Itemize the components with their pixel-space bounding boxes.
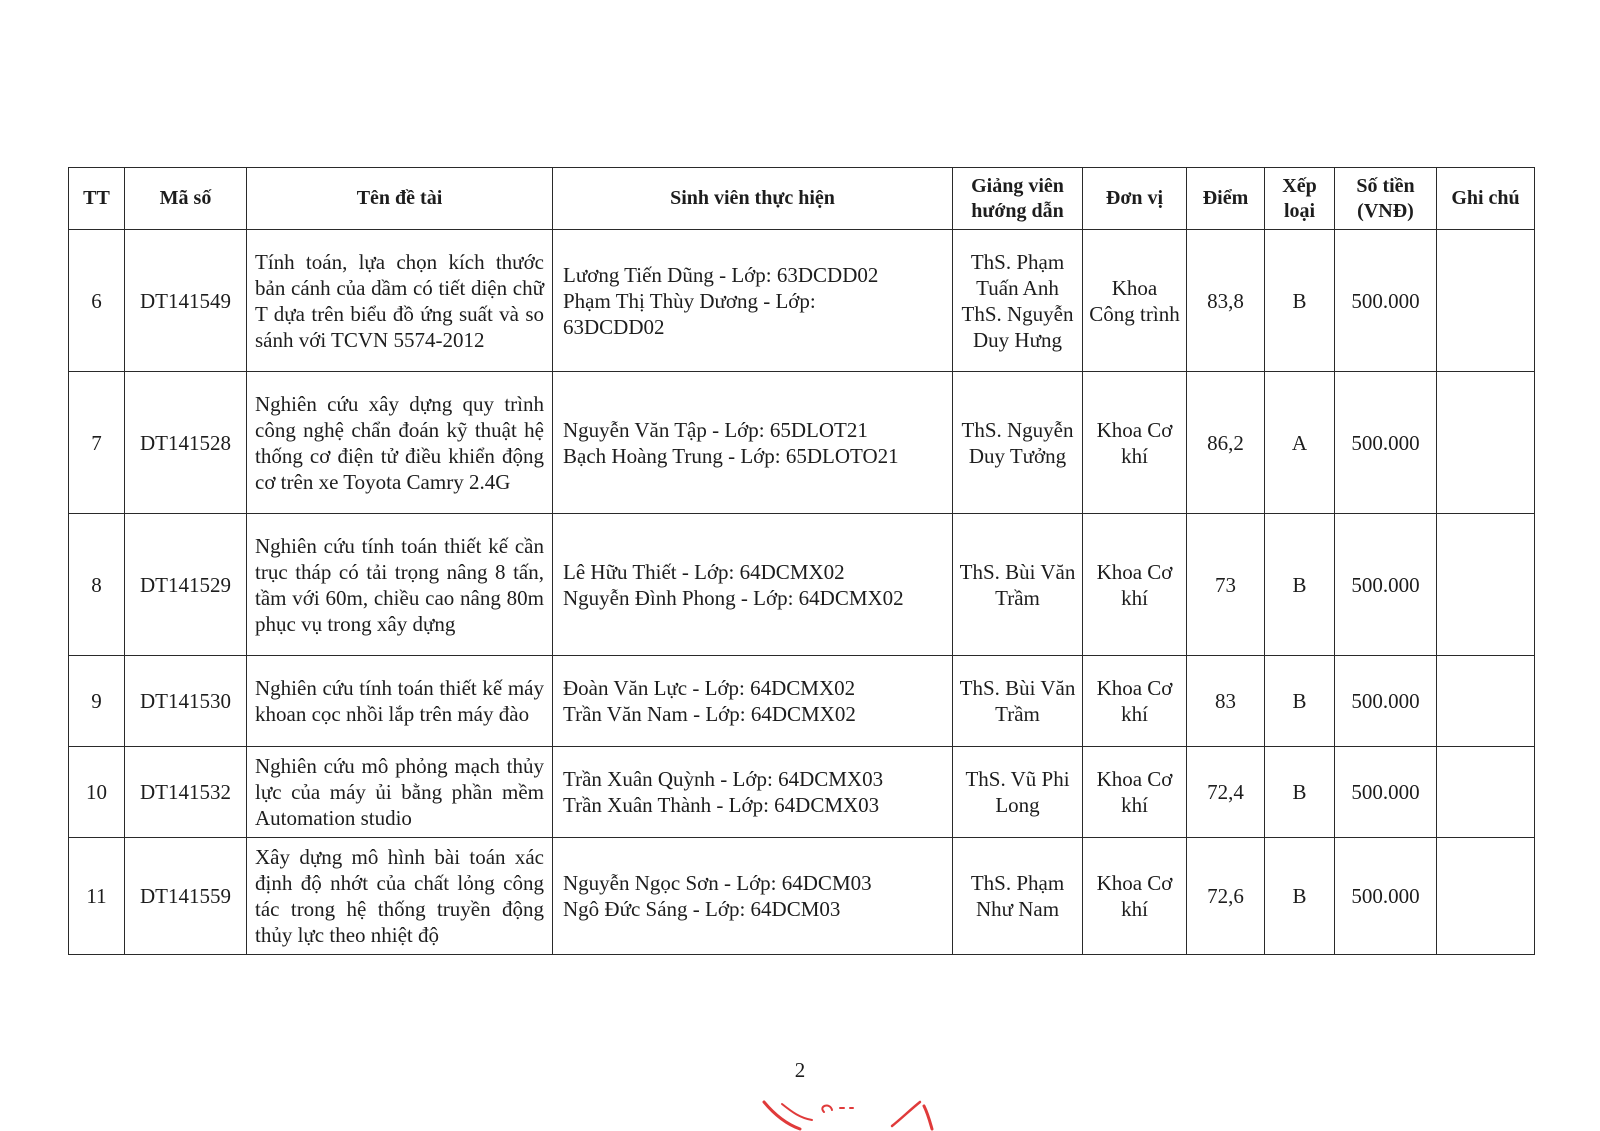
student-line: Phạm Thị Thùy Dương - Lớp: (563, 288, 816, 313)
cell-ghi-chu (1437, 656, 1535, 747)
table-body (69, 230, 1535, 955)
cell-don-vi: Khoa Cơ khí (1083, 656, 1187, 747)
cell-tt: 6 (69, 230, 125, 372)
cell-xep-loai: B (1265, 656, 1335, 747)
table-header (69, 168, 1535, 230)
table-row (69, 230, 1535, 372)
cell-tt: 10 (69, 747, 125, 838)
cell-sinh-vien (553, 838, 953, 955)
cell-diem: 72,6 (1187, 838, 1265, 955)
cell-giang-vien: ThS. Phạm Như Nam (953, 838, 1083, 955)
table-row (69, 514, 1535, 656)
cell-ma-so: DT141549 (125, 230, 247, 372)
student-line: 63DCDD02 (563, 314, 665, 339)
seal-stroke (782, 1104, 812, 1120)
cell-ten-de-tai: Xây dựng mô hình bài toán xác định độ nhớt của chất lỏng công tác trong hệ thống truyền động thủy lực theo nhiệt độ (247, 838, 553, 955)
student-line: Bạch Hoàng Trung - Lớp: 65DLOTO21 (563, 443, 899, 468)
header-sinh-vien: Sinh viên thực hiện (553, 168, 953, 230)
cell-don-vi: Khoa Cơ khí (1083, 514, 1187, 656)
header-xep-loai: Xếp loại (1265, 168, 1335, 230)
cell-giang-vien: ThS. Bùi Văn Trầm (953, 514, 1083, 656)
table-row (69, 838, 1535, 955)
header-don-vi: Đơn vị (1083, 168, 1187, 230)
cell-ghi-chu (1437, 838, 1535, 955)
cell-giang-vien: ThS. Bùi Văn Trầm (953, 656, 1083, 747)
cell-ghi-chu (1437, 514, 1535, 656)
header-ma-so: Mã số (125, 168, 247, 230)
cell-xep-loai: A (1265, 372, 1335, 514)
cell-so-tien: 500.000 (1335, 514, 1437, 656)
cell-so-tien: 500.000 (1335, 656, 1437, 747)
cell-sinh-vien (553, 656, 953, 747)
cell-don-vi: Khoa Công trình (1083, 230, 1187, 372)
cell-giang-vien: ThS. Vũ Phi Long (953, 747, 1083, 838)
header-diem: Điểm (1187, 168, 1265, 230)
header-giang-vien: Giảng viên hướng dẫn (953, 168, 1083, 230)
cell-sinh-vien (553, 372, 953, 514)
header-so-tien: Số tiền (VNĐ) (1335, 168, 1437, 230)
student-line: Nguyễn Văn Tập - Lớp: 65DLOT21 (563, 417, 868, 442)
student-line: Ngô Đức Sáng - Lớp: 64DCM03 (563, 897, 841, 921)
table-row (69, 656, 1535, 747)
cell-xep-loai: B (1265, 230, 1335, 372)
header-tt: TT (69, 168, 125, 230)
cell-so-tien: 500.000 (1335, 838, 1437, 955)
cell-ma-so: DT141530 (125, 656, 247, 747)
cell-don-vi: Khoa Cơ khí (1083, 747, 1187, 838)
cell-ma-so: DT141532 (125, 747, 247, 838)
table-row (69, 372, 1535, 514)
seal-stroke (764, 1102, 800, 1129)
seal-stroke (924, 1106, 932, 1129)
header-ten-de-tai: Tên đề tài (247, 168, 553, 230)
cell-ten-de-tai: Nghiên cứu tính toán thiết kế máy khoan cọc nhồi lắp trên máy đào (247, 656, 553, 747)
page-number: 2 (794, 1058, 806, 1082)
cell-tt: 11 (69, 838, 125, 955)
cell-sinh-vien (553, 514, 953, 656)
cell-diem: 83 (1187, 656, 1265, 747)
research-topics-table (68, 167, 1535, 955)
cell-don-vi: Khoa Cơ khí (1083, 372, 1187, 514)
cell-ten-de-tai: Nghiên cứu tính toán thiết kế cần trục tháp có tải trọng nâng 8 tấn, tầm với 60m, chiều cao nâng 80m phục vụ trong xây dựng (247, 514, 553, 656)
cell-sinh-vien (553, 230, 953, 372)
student-line: Nguyễn Đình Phong - Lớp: 64DCMX02 (563, 585, 904, 610)
cell-xep-loai: B (1265, 747, 1335, 838)
seal-stroke (892, 1102, 920, 1126)
student-line: Lương Tiến Dũng - Lớp: 63DCDD02 (563, 262, 879, 287)
cell-so-tien: 500.000 (1335, 230, 1437, 372)
cell-tt: 9 (69, 656, 125, 747)
cell-tt: 7 (69, 372, 125, 514)
cell-don-vi: Khoa Cơ khí (1083, 838, 1187, 955)
cell-ten-de-tai: Nghiên cứu xây dựng quy trình công nghệ chẩn đoán kỹ thuật hệ thống cơ điện tử điều khiển động cơ trên xe Toyota Camry 2.4G (247, 372, 553, 514)
seal-stamp-icon (760, 1098, 940, 1131)
cell-ma-so: DT141528 (125, 372, 247, 514)
cell-ten-de-tai: Tính toán, lựa chọn kích thước bản cánh của dầm có tiết diện chữ T dựa trên biểu đồ ứng suất và so sánh với TCVN 5574-2012 (247, 230, 553, 372)
seal-stroke (822, 1106, 853, 1112)
header-ghi-chu: Ghi chú (1437, 168, 1535, 230)
cell-tt: 8 (69, 514, 125, 656)
student-line: Đoàn Văn Lực - Lớp: 64DCMX02 (563, 676, 856, 700)
cell-so-tien: 500.000 (1335, 747, 1437, 838)
student-line: Nguyễn Ngọc Sơn - Lớp: 64DCM03 (563, 871, 872, 895)
cell-ghi-chu (1437, 372, 1535, 514)
cell-ghi-chu (1437, 747, 1535, 838)
cell-diem: 86,2 (1187, 372, 1265, 514)
cell-diem: 73 (1187, 514, 1265, 656)
cell-giang-vien: ThS. Phạm Tuấn Anh ThS. Nguyễn Duy Hưng (953, 230, 1083, 372)
cell-ma-so: DT141529 (125, 514, 247, 656)
cell-xep-loai: B (1265, 514, 1335, 656)
cell-diem: 72,4 (1187, 747, 1265, 838)
cell-ten-de-tai: Nghiên cứu mô phỏng mạch thủy lực của máy ủi bằng phần mềm Automation studio (247, 747, 553, 838)
student-line: Trần Xuân Thành - Lớp: 64DCMX03 (563, 793, 880, 817)
cell-giang-vien: ThS. Nguyễn Duy Tưởng (953, 372, 1083, 514)
cell-xep-loai: B (1265, 838, 1335, 955)
cell-diem: 83,8 (1187, 230, 1265, 372)
cell-ghi-chu (1437, 230, 1535, 372)
cell-sinh-vien (553, 747, 953, 838)
student-line: Trần Xuân Quỳnh - Lớp: 64DCMX03 (563, 767, 884, 791)
student-line: Trần Văn Nam - Lớp: 64DCMX02 (563, 702, 856, 726)
cell-ma-so: DT141559 (125, 838, 247, 955)
cell-so-tien: 500.000 (1335, 372, 1437, 514)
table-row (69, 747, 1535, 838)
student-line: Lê Hữu Thiết - Lớp: 64DCMX02 (563, 559, 845, 584)
header-row (69, 168, 1535, 230)
